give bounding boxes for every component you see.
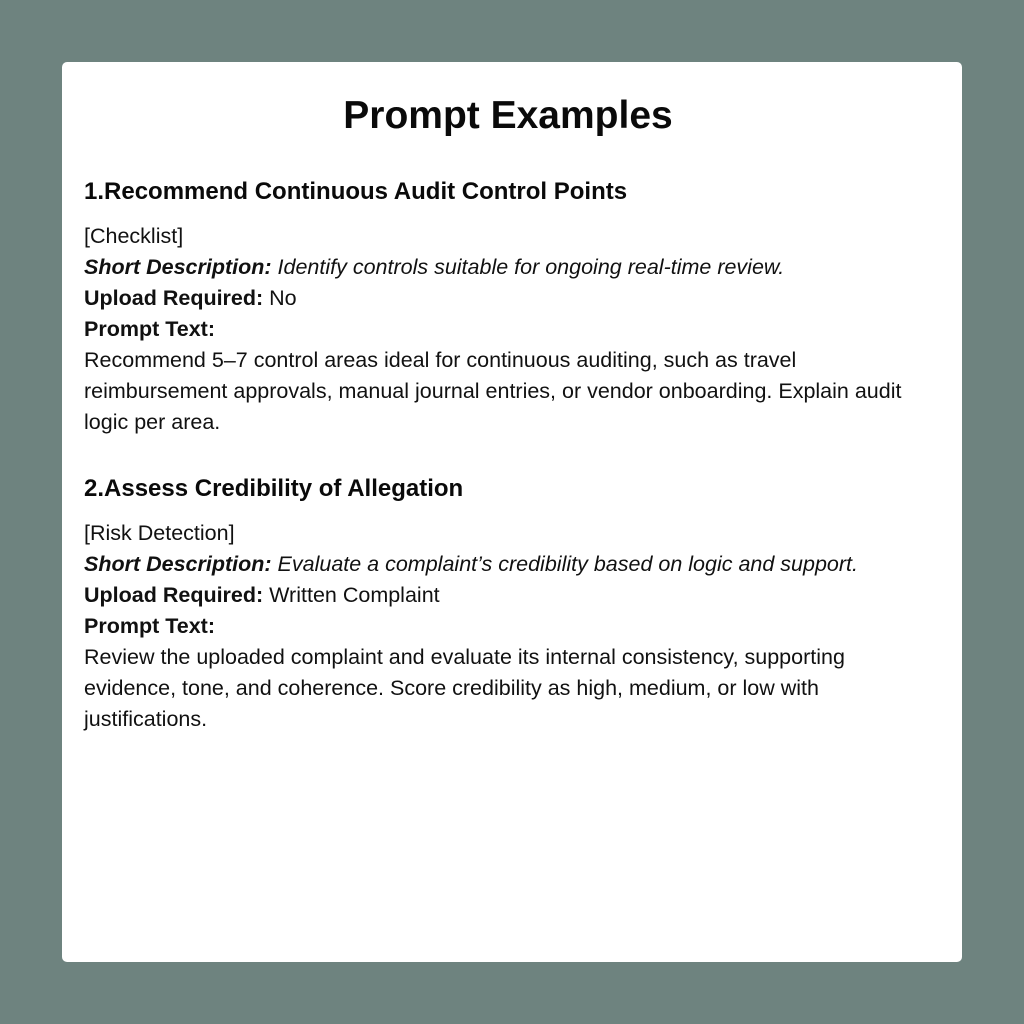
short-description-label: Short Description: (84, 255, 272, 279)
prompt-text-body: Recommend 5–7 control areas ideal for continuous auditing, such as travel reimbursement approvals, manual journal entries, or vendor onboarding. Explain audit logic per area. (84, 348, 902, 434)
prompt-text-body: Review the uploaded complaint and evaluate its internal consistency, supporting evidence, tone, and coherence. Score credibility as high, medium, or low with justifications. (84, 645, 845, 731)
prompt-example-2 (84, 474, 932, 735)
prompt-text-label: Prompt Text: (84, 317, 215, 341)
prompt-heading: 2.Assess Credibility of Allegation (84, 475, 464, 502)
prompt-heading: 1.Recommend Continuous Audit Control Points (84, 178, 628, 205)
upload-required-value: Written Complaint (269, 583, 440, 607)
prompt-text-label: Prompt Text: (84, 614, 215, 638)
upload-required-value: No (269, 286, 297, 310)
content-card (62, 62, 962, 962)
upload-required-label: Upload Required: (84, 286, 264, 310)
page-title: Prompt Examples (343, 94, 673, 137)
short-description-label: Short Description: (84, 552, 272, 576)
prompt-category: [Risk Detection] (84, 521, 235, 545)
short-description-line (84, 549, 932, 580)
prompt-example-1 (84, 177, 932, 438)
short-description-text: Evaluate a complaint’s credibility based on logic and support. (277, 552, 858, 576)
upload-required-line (84, 580, 932, 611)
prompt-category: [Checklist] (84, 224, 184, 248)
short-description-text: Identify controls suitable for ongoing real-time review. (277, 255, 785, 279)
upload-required-line (84, 283, 932, 314)
upload-required-label: Upload Required: (84, 583, 264, 607)
short-description-line (84, 252, 932, 283)
